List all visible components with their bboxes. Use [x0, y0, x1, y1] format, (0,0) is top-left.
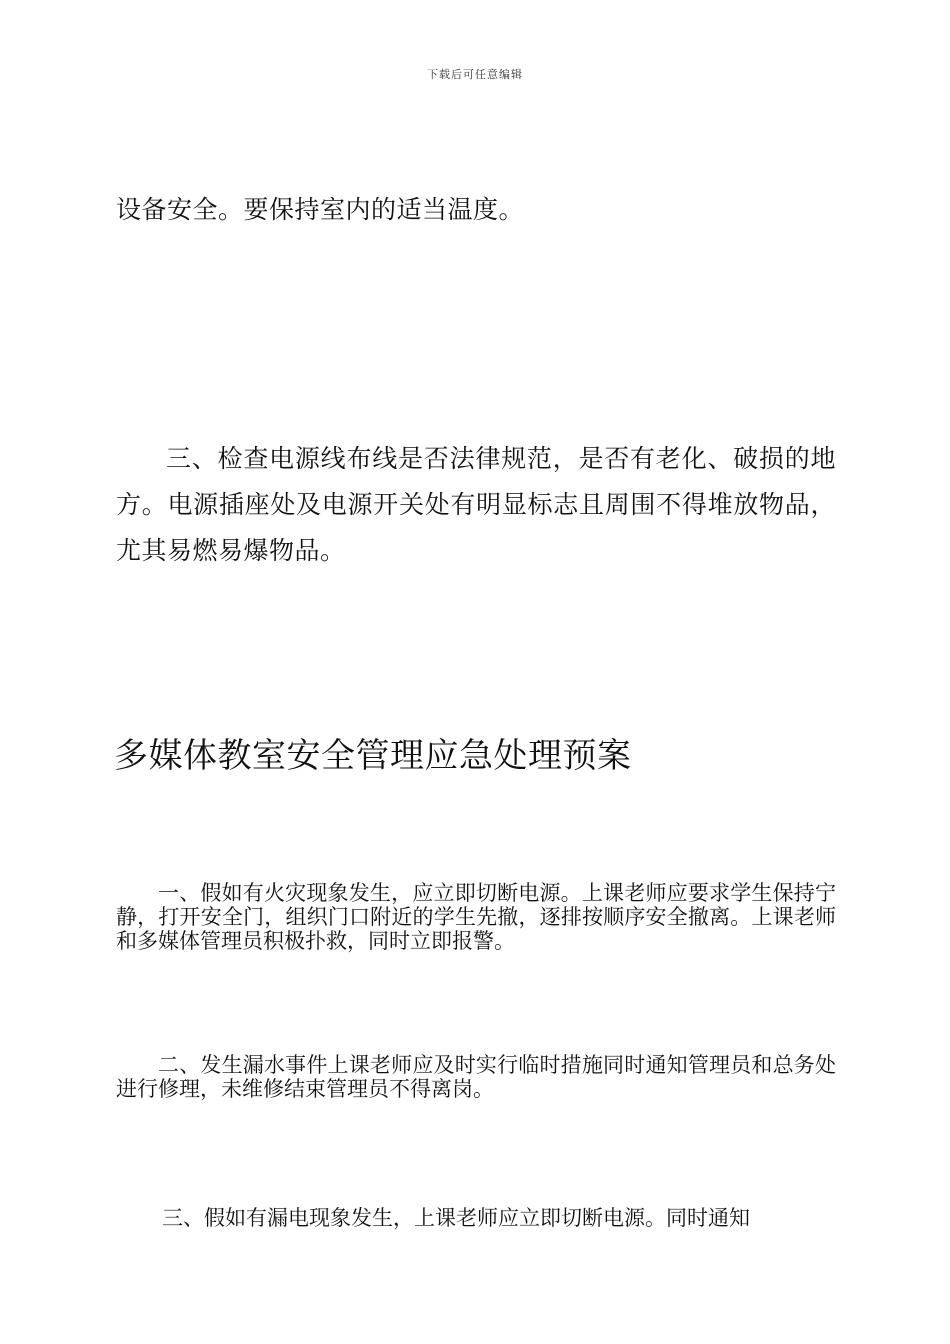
plan-title: 多媒体教室安全管理应急处理预案	[114, 736, 632, 776]
plan-item-three: 三、假如有漏电现象发生，上课老师应立即切断电源。同时通知	[162, 1206, 750, 1230]
page-header-note: 下载后可任意编辑	[427, 68, 523, 81]
plan-item-one: 一、假如有火灾现象发生，应立即切断电源。上课老师应要求学生保持宁静，打开安全门，组织门口附近的学生先撤，逐排按顺序安全撤离。上课老师和多媒体管理员积极扑救，同时立即报警。	[116, 881, 836, 953]
plan-item-two: 二、发生漏水事件上课老师应及时实行临时措施同时通知管理员和总务处进行修理，未维修结束管理员不得离岗。	[116, 1053, 836, 1101]
continued-paragraph: 设备安全。要保持室内的适当温度。	[116, 195, 525, 224]
paragraph-item-three: 三、检查电源线布线是否法律规范，是否有老化、破损的地方。电源插座处及电源开关处有明显标志且周围不得堆放物品，尤其易燃易爆物品。	[116, 444, 836, 565]
